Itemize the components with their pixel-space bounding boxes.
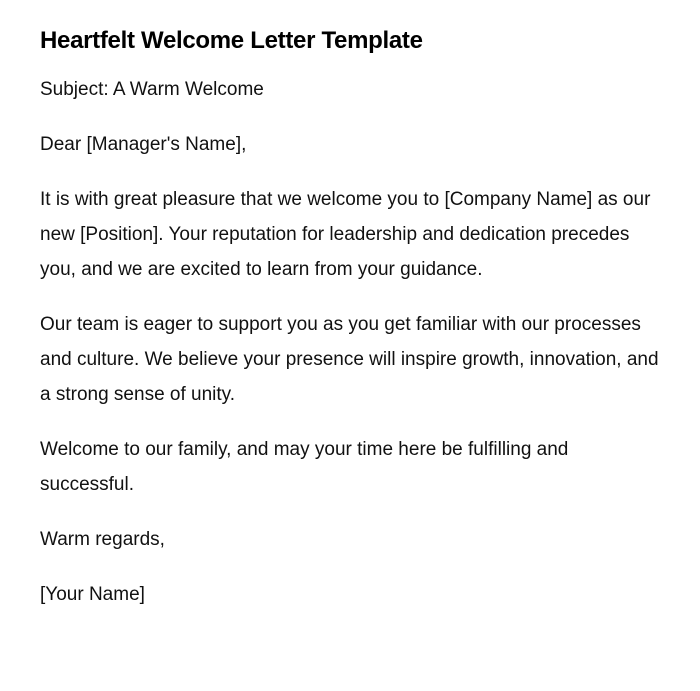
body-paragraph-1: It is with great pleasure that we welcome you to [Company Name] as our new [Position]. Your reputation for leadership and dedication precedes you, and we are excited to learn from your guidance. [40,189,651,280]
letter-document [40,24,660,632]
greeting-line: Dear [Manager's Name], [40,134,247,155]
subject-line: Subject: A Warm Welcome [40,79,264,100]
body-paragraph-3: Welcome to our family, and may your time here be fulfilling and successful. [40,439,569,495]
document-title: Heartfelt Welcome Letter Template [40,27,423,54]
closing-line: Warm regards, [40,529,165,550]
body-paragraph-2: Our team is eager to support you as you get familiar with our processes and culture. We believe your presence will inspire growth, innovation, and a strong sense of unity. [40,314,659,405]
signature-line: [Your Name] [40,584,145,605]
